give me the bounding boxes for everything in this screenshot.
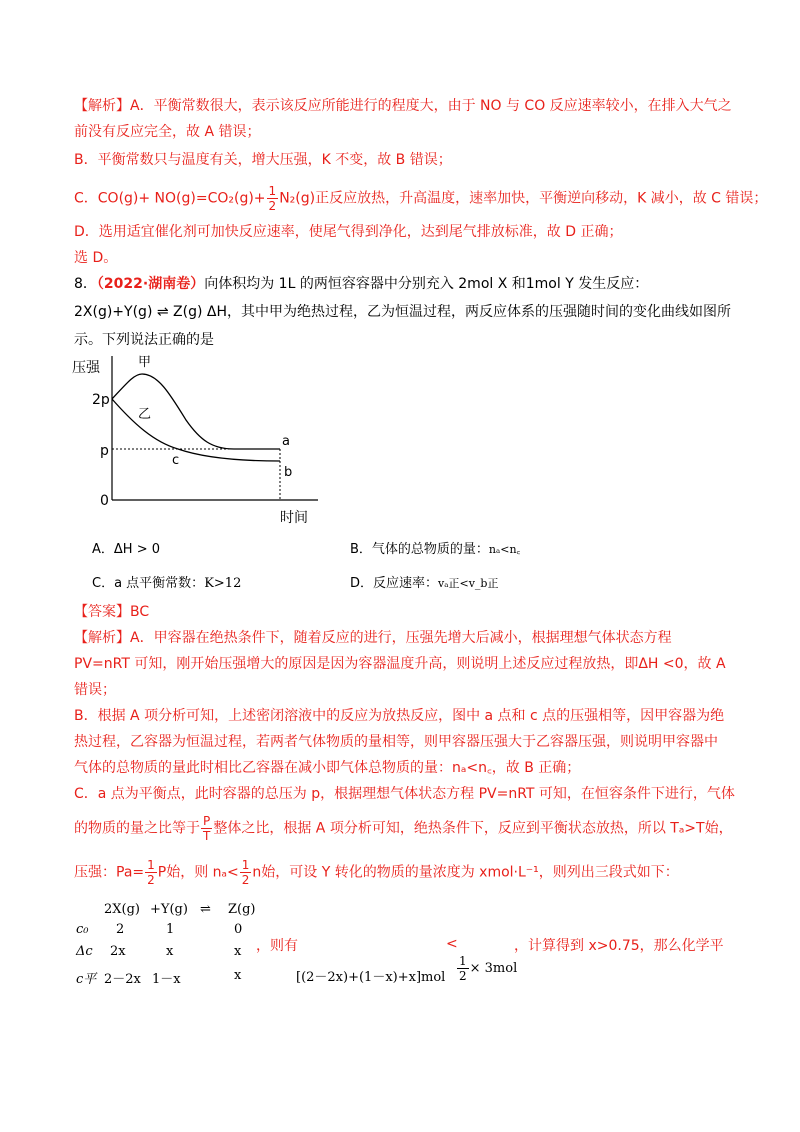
then-text: ，则有 [256, 938, 298, 954]
fraction-p-over-t [201, 814, 212, 843]
conclusion-text: ，计算得到 x>0.75，那么化学平 [514, 938, 724, 954]
table-cell: 2－2x [104, 972, 141, 987]
fraction-denominator: 2 [241, 873, 250, 887]
table-cell: x [166, 944, 174, 959]
analysis-d: D．选用适宜催化剂可加快反应速率，使尾气得到净化，达到尾气排放标准，故 D 正确； [74, 224, 623, 240]
times-3mol: × 3mol [469, 961, 518, 976]
fraction-denominator: 2 [147, 873, 155, 887]
option-b-math: nₐ<n꜀ [488, 543, 521, 556]
fraction-half-3 [240, 858, 252, 887]
ana-c-2-pre: 的物质的量之比等于 [74, 820, 200, 837]
table-h-4: Z(g) [228, 902, 256, 917]
option-c-text: C．a 点平衡常数： [92, 576, 205, 591]
ana-a-2: PV=nRT 可知，刚开始压强增大的原因是因为容器温度升高，则说明上述反应过程放热，即ΔH <0，故 A [74, 656, 726, 672]
fraction-numerator: 1 [147, 858, 155, 872]
answer: 【答案】BC [74, 604, 150, 620]
fraction-denominator: 2 [268, 199, 277, 213]
table-cell: x [234, 968, 242, 983]
ana-b-3: 气体的总物质的量此时相比乙容器在减小即气体总物质的量：nₐ<n꜀，故 B 正确； [74, 760, 581, 776]
table-label-dc: Δc [76, 944, 93, 959]
ana-c-2-post: 整体之比，根据 A 项分析可知，绝热条件下，反应到平衡状态放热，所以 Tₐ>T始， [213, 820, 733, 837]
half-total-expr [456, 954, 517, 983]
fraction-numerator: 1 [268, 184, 277, 198]
question-number: 8． [74, 276, 97, 292]
analysis-b: B．平衡常数只与温度有关，增大压强，K 不变，故 B 错误； [74, 152, 452, 168]
ana-c-3-a: 压强：Pa= [74, 864, 145, 881]
question-8-line-3: 示。下列说法正确的是 [74, 332, 214, 348]
fraction-half-2 [145, 858, 157, 887]
label-jia: 甲 [138, 355, 152, 370]
ana-c-3-c: n始，可设 Y 转化的物质的量浓度为 xmol·L⁻¹，则列出三段式如下： [252, 864, 679, 881]
tick-2p: 2p [92, 392, 110, 408]
question-8-line-1 [74, 274, 648, 294]
ana-c-3 [74, 858, 679, 887]
fraction-numerator: 1 [241, 858, 250, 872]
ana-c-1: C．a 点为平衡点，此时容器的总压为 p，根据理想气体状态方程 PV=nRT 可知，在恒容条件下进行，气体 [74, 786, 735, 802]
table-h-2: +Y(g) [150, 902, 188, 917]
option-a: A．ΔH > 0 [92, 542, 160, 557]
fraction-numerator: 1 [459, 954, 467, 968]
fraction-denominator: 2 [459, 969, 467, 983]
table-cell: 1－x [152, 972, 181, 987]
analysis-line-2: 前没有反应完全，故 A 错误； [74, 124, 261, 140]
selection: 选 D。 [74, 250, 118, 266]
option-b-text: B．气体的总物质的量： [350, 542, 489, 557]
fraction-half-4 [457, 954, 469, 983]
x-axis-label: 时间 [280, 510, 308, 526]
option-d-text: D．反应速率： [350, 576, 439, 591]
fraction-denominator: T [203, 829, 211, 843]
y-axis-label: 压强 [72, 360, 100, 376]
fraction-numerator: P [201, 814, 212, 829]
ana-b-2: 热过程，乙容器为恒温过程，若两者气体物质的量相等，则甲容器压强大于乙容器压强，则说明甲容器中 [74, 734, 718, 750]
analysis-c-post: N₂(g)正反应放热，升高温度，速率加快，平衡逆向移动，K 减小，故 C 错误； [279, 190, 768, 207]
point-b: b [284, 465, 293, 480]
table-label-c-eq: c平 [76, 972, 97, 987]
tick-0: 0 [100, 493, 109, 509]
point-a: a [282, 434, 290, 449]
analysis-c [74, 184, 767, 213]
table-h-1: 2X(g) [104, 902, 140, 917]
table-cell: x [234, 944, 242, 959]
ana-b-1: B．根据 A 项分析可知，上述密闭溶液中的反应为放热反应，图中 a 点和 c 点的压强相等，因甲容器为绝 [74, 708, 725, 724]
table-h-3: ⇌ [200, 902, 211, 917]
table-cell: 2 [116, 922, 125, 937]
ana-a-1: 【解析】A．甲容器在绝热条件下，随着反应的进行，压强先增大后减小，根据理想气体状态方程 [74, 630, 672, 646]
table-label-c0: c₀ [76, 922, 89, 937]
table-cell: 1 [166, 922, 175, 937]
option-c [92, 572, 241, 591]
total-moles-expr: [(2－2x)+(1－x)+x]mol [296, 970, 446, 985]
pressure-time-chart [66, 352, 336, 530]
ana-c-2 [74, 814, 733, 843]
ana-a-3: 错误； [74, 682, 116, 698]
option-c-math: K>12 [204, 576, 242, 591]
option-d [350, 572, 498, 591]
question-text: 向体积均为 1L 的两恒容容器中分别充入 2mol X 和1mol Y 发生反应： [204, 276, 649, 292]
point-c: c [172, 453, 180, 468]
table-cell: 0 [234, 922, 243, 937]
analysis-c-pre: C．CO(g)+ NO(g)=CO₂(g)+ [74, 190, 266, 207]
analysis-line-1: 【解析】A．平衡常数很大，表示该反应所能进行的程度大，由于 NO 与 CO 反应速率较小，在排入大气之 [74, 98, 732, 114]
less-than: < [446, 936, 458, 952]
option-b [350, 538, 520, 557]
option-d-math: vₐ正<v_b正 [438, 577, 499, 590]
question-source: （2022·湖南卷） [96, 276, 205, 292]
table-cell: 2x [110, 944, 126, 959]
label-yi: 乙 [138, 407, 152, 422]
question-8-line-2: 2X(g)+Y(g) ⇌ Z(g) ΔH，其中甲为绝热过程，乙为恒温过程，两反应体系的压强随时间的变化曲线如图所 [74, 304, 731, 320]
ana-c-3-b: P始，则 nₐ< [157, 864, 239, 881]
fraction-half [267, 184, 279, 213]
tick-p: p [100, 443, 109, 459]
